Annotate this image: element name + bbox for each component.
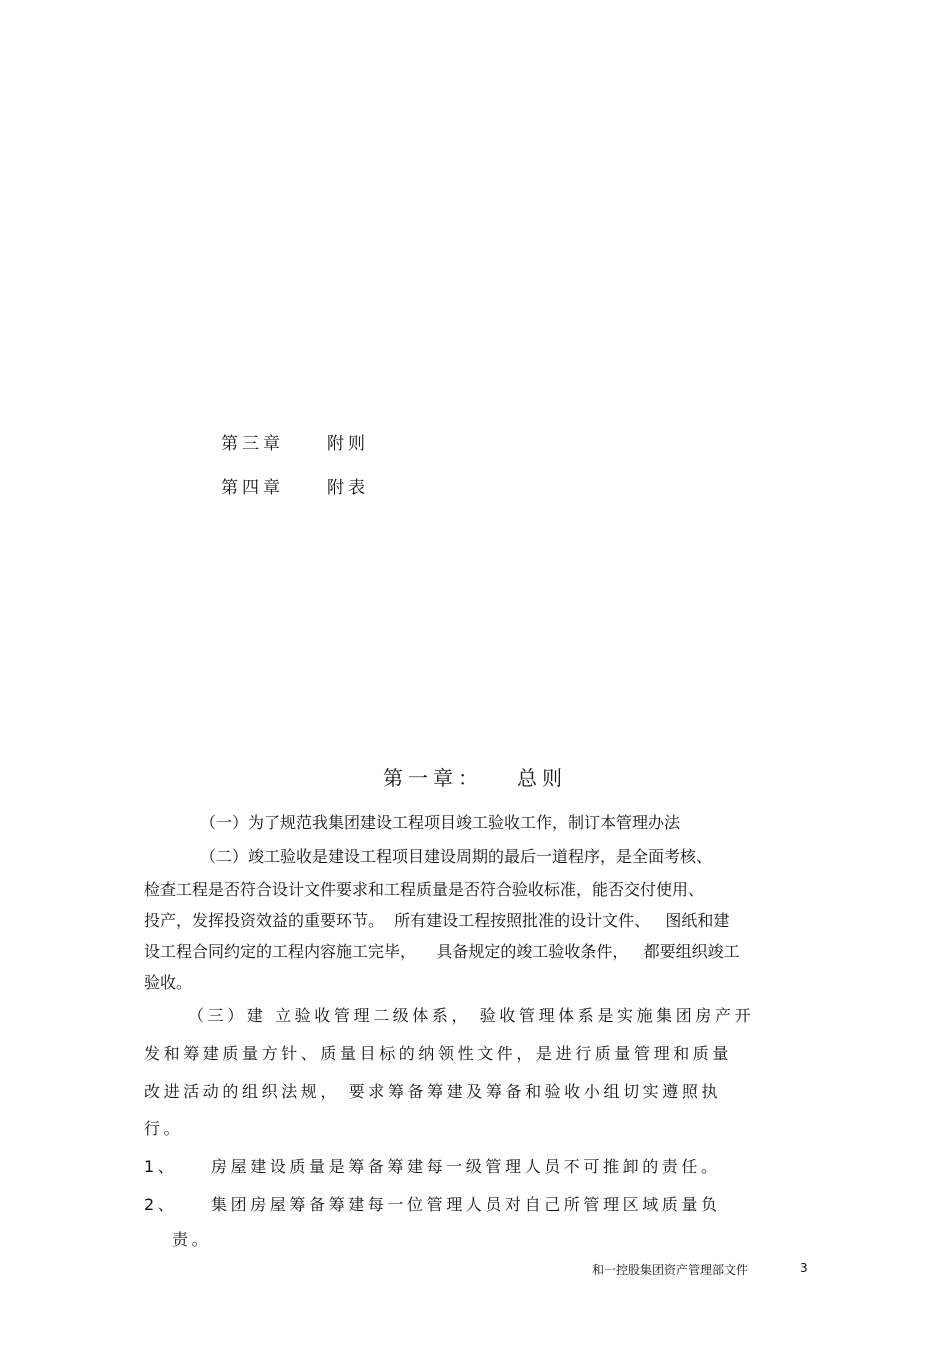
paragraph-line: （一）为了规范我集团建设工程项目竣工验收工作，制订本管理办法 [200,813,681,832]
paragraph-line: 设工程合同约定的工程内容施工完毕， 具备规定的竣工验收条件， 都要组织竣工 [144,942,740,961]
paragraph-line: 发和筹建质量方针、质量目标的纳领性文件，是进行质量管理和质量 [144,1044,733,1063]
chapter-heading: 第一章： 总则 [382,766,568,790]
paragraph-line: 改进活动的组织法规， 要求筹备筹建及筹备和验收小组切实遵照执 [144,1082,722,1101]
paragraph-line: 投产，发挥投资效益的重要环节。 所有建设工程按照批准的设计文件、 图纸和建 [144,911,730,930]
toc-chapter-label: 第四章 [221,478,284,498]
item-text: 集团房屋筹备筹建每一位管理人员对自己所管理区域质量负 [211,1195,721,1214]
toc-chapter-title: 附则 [327,434,369,454]
toc-entry-chapter-4 [221,473,369,498]
footer-text: 和一控股集团资产管理部文件 [592,1263,749,1277]
toc-chapter-label: 第三章 [221,434,284,454]
item-number: 2、 [144,1195,178,1214]
page-number: 3 [800,1261,808,1275]
paragraph-line: 检查工程是否符合设计文件要求和工程质量是否符合验收标准，能否交付使用、 [144,880,705,899]
item-number: 1、 [144,1157,178,1176]
paragraph-line: 行。 [144,1119,184,1138]
toc-chapter-title: 附表 [327,478,369,498]
paragraph-line: 验收。 [144,973,193,992]
paragraph-line: （二）竣工验收是建设工程项目建设周期的最后一道程序，是全面考核、 [200,847,713,866]
toc-entry-chapter-3 [221,429,369,454]
item-text: 房屋建设质量是筹备筹建每一级管理人员不可推卸的责任。 [211,1157,721,1176]
item-text-continued: 责。 [172,1230,212,1249]
paragraph-line: （三）建 立验收管理二级体系， 验收管理体系是实施集团房产开 [188,1006,755,1025]
